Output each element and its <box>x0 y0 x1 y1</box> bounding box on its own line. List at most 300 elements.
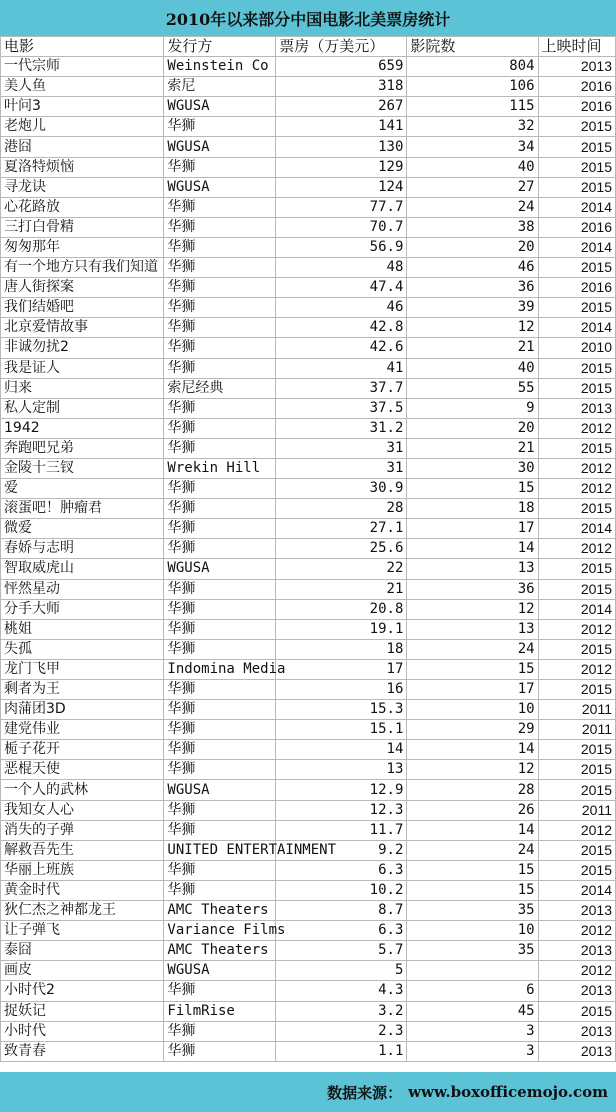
table-row <box>1 237 616 257</box>
cell-theaters: 40 <box>407 157 538 177</box>
cell-film: 老炮儿 <box>1 117 164 137</box>
cell-film: 泰囧 <box>1 941 164 961</box>
cell-film: 失孤 <box>1 639 164 659</box>
cell-release-year: 2015 <box>538 639 615 659</box>
cell-release-year: 2015 <box>538 680 615 700</box>
cell-theaters: 17 <box>407 680 538 700</box>
cell-distributor: WGUSA <box>164 97 276 117</box>
cell-theaters: 18 <box>407 499 538 519</box>
cell-distributor: AMC Theaters <box>164 941 276 961</box>
cell-film: 栀子花开 <box>1 740 164 760</box>
cell-theaters: 14 <box>407 740 538 760</box>
cell-distributor: 华狮 <box>164 418 276 438</box>
table-row <box>1 981 616 1001</box>
cell-release-year: 2015 <box>538 579 615 599</box>
cell-distributor: 索尼 <box>164 77 276 97</box>
table-row <box>1 398 616 418</box>
cell-film: 分手大师 <box>1 599 164 619</box>
cell-box-office: 42.8 <box>276 318 407 338</box>
cell-release-year: 2014 <box>538 237 615 257</box>
cell-release-year: 2013 <box>538 1041 615 1061</box>
table-row <box>1 800 616 820</box>
table-row <box>1 117 616 137</box>
cell-release-year: 2015 <box>538 740 615 760</box>
cell-distributor: FilmRise <box>164 1001 276 1021</box>
table-row <box>1 700 616 720</box>
cell-box-office: 25.6 <box>276 539 407 559</box>
cell-release-year: 2013 <box>538 398 615 418</box>
cell-distributor: WGUSA <box>164 961 276 981</box>
table-row <box>1 1021 616 1041</box>
cell-film: 画皮 <box>1 961 164 981</box>
table-row <box>1 559 616 579</box>
cell-distributor: UNITED ENTERTAINMENT <box>164 840 276 860</box>
table-row <box>1 197 616 217</box>
table-row <box>1 720 616 740</box>
cell-film: 捉妖记 <box>1 1001 164 1021</box>
cell-distributor: 华狮 <box>164 258 276 278</box>
cell-release-year: 2014 <box>538 880 615 900</box>
cell-box-office: 21 <box>276 579 407 599</box>
cell-release-year: 2015 <box>538 860 615 880</box>
cell-box-office: 31.2 <box>276 418 407 438</box>
cell-theaters: 34 <box>407 137 538 157</box>
cell-release-year: 2015 <box>538 559 615 579</box>
cell-box-office: 15.1 <box>276 720 407 740</box>
table-row <box>1 137 616 157</box>
cell-theaters: 29 <box>407 720 538 740</box>
cell-theaters: 28 <box>407 780 538 800</box>
table-row <box>1 258 616 278</box>
cell-release-year: 2016 <box>538 217 615 237</box>
cell-box-office: 318 <box>276 77 407 97</box>
cell-release-year: 2012 <box>538 921 615 941</box>
cell-film: 龙门飞甲 <box>1 659 164 679</box>
cell-box-office: 3.2 <box>276 1001 407 1021</box>
cell-film: 北京爱情故事 <box>1 318 164 338</box>
cell-box-office: 2.3 <box>276 1021 407 1041</box>
cell-theaters: 10 <box>407 921 538 941</box>
cell-film: 美人鱼 <box>1 77 164 97</box>
cell-theaters: 12 <box>407 599 538 619</box>
cell-box-office: 56.9 <box>276 237 407 257</box>
table-row <box>1 921 616 941</box>
cell-release-year: 2015 <box>538 760 615 780</box>
cell-film: 归来 <box>1 378 164 398</box>
cell-release-year: 2011 <box>538 700 615 720</box>
cell-release-year: 2015 <box>538 117 615 137</box>
cell-release-year: 2014 <box>538 599 615 619</box>
table-row <box>1 901 616 921</box>
table-row <box>1 860 616 880</box>
cell-film: 我知女人心 <box>1 800 164 820</box>
cell-box-office: 6.3 <box>276 860 407 880</box>
cell-distributor: 华狮 <box>164 298 276 318</box>
cell-distributor: 索尼经典 <box>164 378 276 398</box>
cell-box-office: 31 <box>276 438 407 458</box>
cell-film: 小时代2 <box>1 981 164 1001</box>
cell-box-office: 28 <box>276 499 407 519</box>
cell-release-year: 2011 <box>538 720 615 740</box>
cell-distributor: 华狮 <box>164 157 276 177</box>
table-row <box>1 338 616 358</box>
cell-box-office: 19.1 <box>276 619 407 639</box>
cell-theaters: 14 <box>407 539 538 559</box>
cell-theaters: 30 <box>407 458 538 478</box>
cell-box-office: 11.7 <box>276 820 407 840</box>
cell-box-office: 4.3 <box>276 981 407 1001</box>
table-row <box>1 599 616 619</box>
cell-film: 有一个地方只有我们知道 <box>1 258 164 278</box>
cell-theaters: 32 <box>407 117 538 137</box>
cell-release-year: 2014 <box>538 197 615 217</box>
cell-distributor: 华狮 <box>164 117 276 137</box>
table-row <box>1 499 616 519</box>
cell-distributor: WGUSA <box>164 559 276 579</box>
cell-film: 我是证人 <box>1 358 164 378</box>
cell-theaters: 20 <box>407 418 538 438</box>
cell-box-office: 31 <box>276 458 407 478</box>
cell-distributor: 华狮 <box>164 278 276 298</box>
table-row <box>1 780 616 800</box>
cell-release-year: 2015 <box>538 840 615 860</box>
table-row <box>1 880 616 900</box>
cell-distributor: 华狮 <box>164 599 276 619</box>
table-row <box>1 318 616 338</box>
cell-film: 消失的子弹 <box>1 820 164 840</box>
cell-box-office: 37.5 <box>276 398 407 418</box>
cell-film: 一个人的武林 <box>1 780 164 800</box>
cell-box-office: 659 <box>276 57 407 77</box>
cell-box-office: 41 <box>276 358 407 378</box>
cell-box-office: 47.4 <box>276 278 407 298</box>
table-row <box>1 278 616 298</box>
cell-release-year: 2015 <box>538 298 615 318</box>
table-row <box>1 760 616 780</box>
cell-distributor: 华狮 <box>164 519 276 539</box>
cell-distributor: 华狮 <box>164 338 276 358</box>
cell-theaters: 13 <box>407 559 538 579</box>
cell-film: 让子弹飞 <box>1 921 164 941</box>
cell-film: 三打白骨精 <box>1 217 164 237</box>
cell-theaters: 12 <box>407 760 538 780</box>
cell-release-year: 2012 <box>538 418 615 438</box>
cell-distributor: 华狮 <box>164 820 276 840</box>
cell-film: 1942 <box>1 418 164 438</box>
cell-film: 智取威虎山 <box>1 559 164 579</box>
table-row <box>1 217 616 237</box>
cell-film: 华丽上班族 <box>1 860 164 880</box>
cell-distributor: WGUSA <box>164 177 276 197</box>
cell-theaters: 15 <box>407 880 538 900</box>
cell-theaters: 13 <box>407 619 538 639</box>
cell-release-year: 2013 <box>538 57 615 77</box>
cell-box-office: 42.6 <box>276 338 407 358</box>
cell-theaters: 35 <box>407 901 538 921</box>
table-row <box>1 298 616 318</box>
table-row <box>1 539 616 559</box>
cell-film: 爱 <box>1 479 164 499</box>
cell-theaters: 3 <box>407 1021 538 1041</box>
cell-release-year: 2015 <box>538 157 615 177</box>
cell-distributor: 华狮 <box>164 680 276 700</box>
cell-distributor: 华狮 <box>164 800 276 820</box>
table-row <box>1 57 616 77</box>
cell-box-office: 6.3 <box>276 921 407 941</box>
header-distributor: 发行方 <box>164 37 276 57</box>
cell-box-office: 15.3 <box>276 700 407 720</box>
table-row <box>1 177 616 197</box>
cell-distributor: 华狮 <box>164 880 276 900</box>
cell-film: 叶问3 <box>1 97 164 117</box>
header-box-office: 票房（万美元） <box>276 37 407 57</box>
cell-distributor: 华狮 <box>164 499 276 519</box>
cell-release-year: 2014 <box>538 318 615 338</box>
cell-film: 滚蛋吧！肿瘤君 <box>1 499 164 519</box>
cell-film: 肉蒲团3D <box>1 700 164 720</box>
cell-release-year: 2012 <box>538 539 615 559</box>
cell-theaters: 55 <box>407 378 538 398</box>
cell-release-year: 2016 <box>538 77 615 97</box>
cell-release-year: 2015 <box>538 258 615 278</box>
table-row <box>1 961 616 981</box>
cell-distributor: 华狮 <box>164 760 276 780</box>
cell-box-office: 1.1 <box>276 1041 407 1061</box>
cell-box-office: 70.7 <box>276 217 407 237</box>
cell-theaters: 40 <box>407 358 538 378</box>
cell-release-year: 2015 <box>538 1001 615 1021</box>
cell-box-office: 14 <box>276 740 407 760</box>
table-row <box>1 820 616 840</box>
cell-distributor: 华狮 <box>164 197 276 217</box>
table-row <box>1 358 616 378</box>
cell-box-office: 5.7 <box>276 941 407 961</box>
cell-distributor: 华狮 <box>164 860 276 880</box>
table-row <box>1 680 616 700</box>
cell-theaters: 36 <box>407 278 538 298</box>
cell-theaters: 38 <box>407 217 538 237</box>
cell-film: 恶棍天使 <box>1 760 164 780</box>
cell-box-office: 48 <box>276 258 407 278</box>
cell-film: 奔跑吧兄弟 <box>1 438 164 458</box>
header-film: 电影 <box>1 37 164 57</box>
cell-theaters: 24 <box>407 840 538 860</box>
data-source-label: 数据来源： <box>327 1083 403 1102</box>
cell-box-office: 46 <box>276 298 407 318</box>
cell-theaters: 17 <box>407 519 538 539</box>
cell-box-office: 129 <box>276 157 407 177</box>
cell-theaters: 804 <box>407 57 538 77</box>
cell-film: 金陵十三钗 <box>1 458 164 478</box>
cell-film: 怦然星动 <box>1 579 164 599</box>
cell-film: 桃姐 <box>1 619 164 639</box>
cell-distributor: Wrekin Hill <box>164 458 276 478</box>
table-row <box>1 519 616 539</box>
cell-distributor: 华狮 <box>164 619 276 639</box>
cell-box-office: 22 <box>276 559 407 579</box>
cell-film: 致青春 <box>1 1041 164 1061</box>
cell-theaters: 46 <box>407 258 538 278</box>
table-body <box>1 57 616 1062</box>
cell-theaters: 6 <box>407 981 538 1001</box>
cell-film: 私人定制 <box>1 398 164 418</box>
cell-theaters: 36 <box>407 579 538 599</box>
cell-distributor: AMC Theaters <box>164 901 276 921</box>
header-theaters: 影院数 <box>407 37 538 57</box>
cell-release-year: 2013 <box>538 1021 615 1041</box>
cell-film: 我们结婚吧 <box>1 298 164 318</box>
cell-film: 微爱 <box>1 519 164 539</box>
cell-release-year: 2012 <box>538 479 615 499</box>
cell-box-office: 77.7 <box>276 197 407 217</box>
cell-distributor: 华狮 <box>164 639 276 659</box>
cell-film: 春娇与志明 <box>1 539 164 559</box>
cell-theaters: 106 <box>407 77 538 97</box>
cell-release-year: 2015 <box>538 358 615 378</box>
cell-distributor: WGUSA <box>164 137 276 157</box>
table-row <box>1 438 616 458</box>
cell-box-office: 141 <box>276 117 407 137</box>
cell-film: 解救吾先生 <box>1 840 164 860</box>
table-row <box>1 1001 616 1021</box>
header-release-year: 上映时间 <box>538 37 615 57</box>
cell-theaters: 9 <box>407 398 538 418</box>
cell-box-office: 12.3 <box>276 800 407 820</box>
table-row <box>1 840 616 860</box>
cell-release-year: 2015 <box>538 177 615 197</box>
cell-release-year: 2015 <box>538 438 615 458</box>
cell-theaters: 14 <box>407 820 538 840</box>
cell-distributor: 华狮 <box>164 579 276 599</box>
cell-film: 黄金时代 <box>1 880 164 900</box>
cell-theaters: 12 <box>407 318 538 338</box>
cell-release-year: 2014 <box>538 519 615 539</box>
table-row <box>1 458 616 478</box>
table-row <box>1 479 616 499</box>
table-header-row <box>1 37 616 57</box>
cell-film: 心花路放 <box>1 197 164 217</box>
cell-distributor: 华狮 <box>164 318 276 338</box>
cell-theaters: 24 <box>407 197 538 217</box>
cell-distributor: Indomina Media <box>164 659 276 679</box>
cell-box-office: 5 <box>276 961 407 981</box>
cell-release-year: 2015 <box>538 137 615 157</box>
table-row <box>1 378 616 398</box>
table-row <box>1 579 616 599</box>
cell-release-year: 2012 <box>538 659 615 679</box>
cell-theaters: 10 <box>407 700 538 720</box>
cell-box-office: 27.1 <box>276 519 407 539</box>
cell-box-office: 30.9 <box>276 479 407 499</box>
cell-release-year: 2015 <box>538 378 615 398</box>
table-row <box>1 97 616 117</box>
cell-theaters: 35 <box>407 941 538 961</box>
cell-theaters: 15 <box>407 659 538 679</box>
cell-release-year: 2010 <box>538 338 615 358</box>
cell-film: 一代宗师 <box>1 57 164 77</box>
cell-theaters: 3 <box>407 1041 538 1061</box>
cell-theaters: 24 <box>407 639 538 659</box>
cell-distributor: 华狮 <box>164 217 276 237</box>
box-office-table <box>0 36 616 1062</box>
cell-release-year: 2012 <box>538 458 615 478</box>
cell-distributor: Weinstein Co <box>164 57 276 77</box>
cell-film: 寻龙诀 <box>1 177 164 197</box>
cell-film: 唐人街探案 <box>1 278 164 298</box>
cell-release-year: 2012 <box>538 619 615 639</box>
cell-release-year: 2011 <box>538 800 615 820</box>
cell-release-year: 2015 <box>538 780 615 800</box>
cell-film: 夏洛特烦恼 <box>1 157 164 177</box>
cell-distributor: 华狮 <box>164 398 276 418</box>
cell-distributor: WGUSA <box>164 780 276 800</box>
cell-release-year: 2012 <box>538 820 615 840</box>
cell-box-office: 12.9 <box>276 780 407 800</box>
cell-box-office: 37.7 <box>276 378 407 398</box>
cell-box-office: 16 <box>276 680 407 700</box>
cell-box-office: 267 <box>276 97 407 117</box>
cell-film: 非诚勿扰2 <box>1 338 164 358</box>
cell-box-office: 8.7 <box>276 901 407 921</box>
chart-title-text: 2010年以来部分中国电影北美票房统计 <box>165 9 451 29</box>
cell-theaters: 15 <box>407 479 538 499</box>
table-row <box>1 619 616 639</box>
cell-box-office: 17 <box>276 659 407 679</box>
cell-release-year: 2013 <box>538 901 615 921</box>
data-source-footer <box>0 1072 616 1112</box>
cell-box-office: 18 <box>276 639 407 659</box>
cell-distributor: 华狮 <box>164 981 276 1001</box>
cell-release-year: 2013 <box>538 941 615 961</box>
cell-theaters: 21 <box>407 338 538 358</box>
cell-film: 港囧 <box>1 137 164 157</box>
cell-theaters: 27 <box>407 177 538 197</box>
cell-box-office: 10.2 <box>276 880 407 900</box>
cell-distributor: 华狮 <box>164 720 276 740</box>
cell-theaters: 21 <box>407 438 538 458</box>
cell-theaters: 20 <box>407 237 538 257</box>
cell-distributor: Variance Films <box>164 921 276 941</box>
table-row <box>1 157 616 177</box>
cell-box-office: 124 <box>276 177 407 197</box>
cell-distributor: 华狮 <box>164 358 276 378</box>
cell-film: 狄仁杰之神都龙王 <box>1 901 164 921</box>
cell-release-year: 2012 <box>538 961 615 981</box>
cell-box-office: 130 <box>276 137 407 157</box>
cell-release-year: 2013 <box>538 981 615 1001</box>
cell-release-year: 2016 <box>538 97 615 117</box>
table-row <box>1 941 616 961</box>
table-row <box>1 659 616 679</box>
cell-film: 小时代 <box>1 1021 164 1041</box>
cell-distributor: 华狮 <box>164 740 276 760</box>
cell-theaters: 115 <box>407 97 538 117</box>
cell-theaters: 39 <box>407 298 538 318</box>
cell-release-year: 2016 <box>538 278 615 298</box>
cell-distributor: 华狮 <box>164 237 276 257</box>
cell-distributor: 华狮 <box>164 1021 276 1041</box>
cell-distributor: 华狮 <box>164 700 276 720</box>
cell-theaters: 26 <box>407 800 538 820</box>
cell-film: 建党伟业 <box>1 720 164 740</box>
cell-theaters: 45 <box>407 1001 538 1021</box>
chart-title <box>0 0 616 36</box>
cell-film: 匆匆那年 <box>1 237 164 257</box>
table-row <box>1 1041 616 1061</box>
cell-distributor: 华狮 <box>164 438 276 458</box>
cell-box-office: 13 <box>276 760 407 780</box>
cell-distributor: 华狮 <box>164 479 276 499</box>
